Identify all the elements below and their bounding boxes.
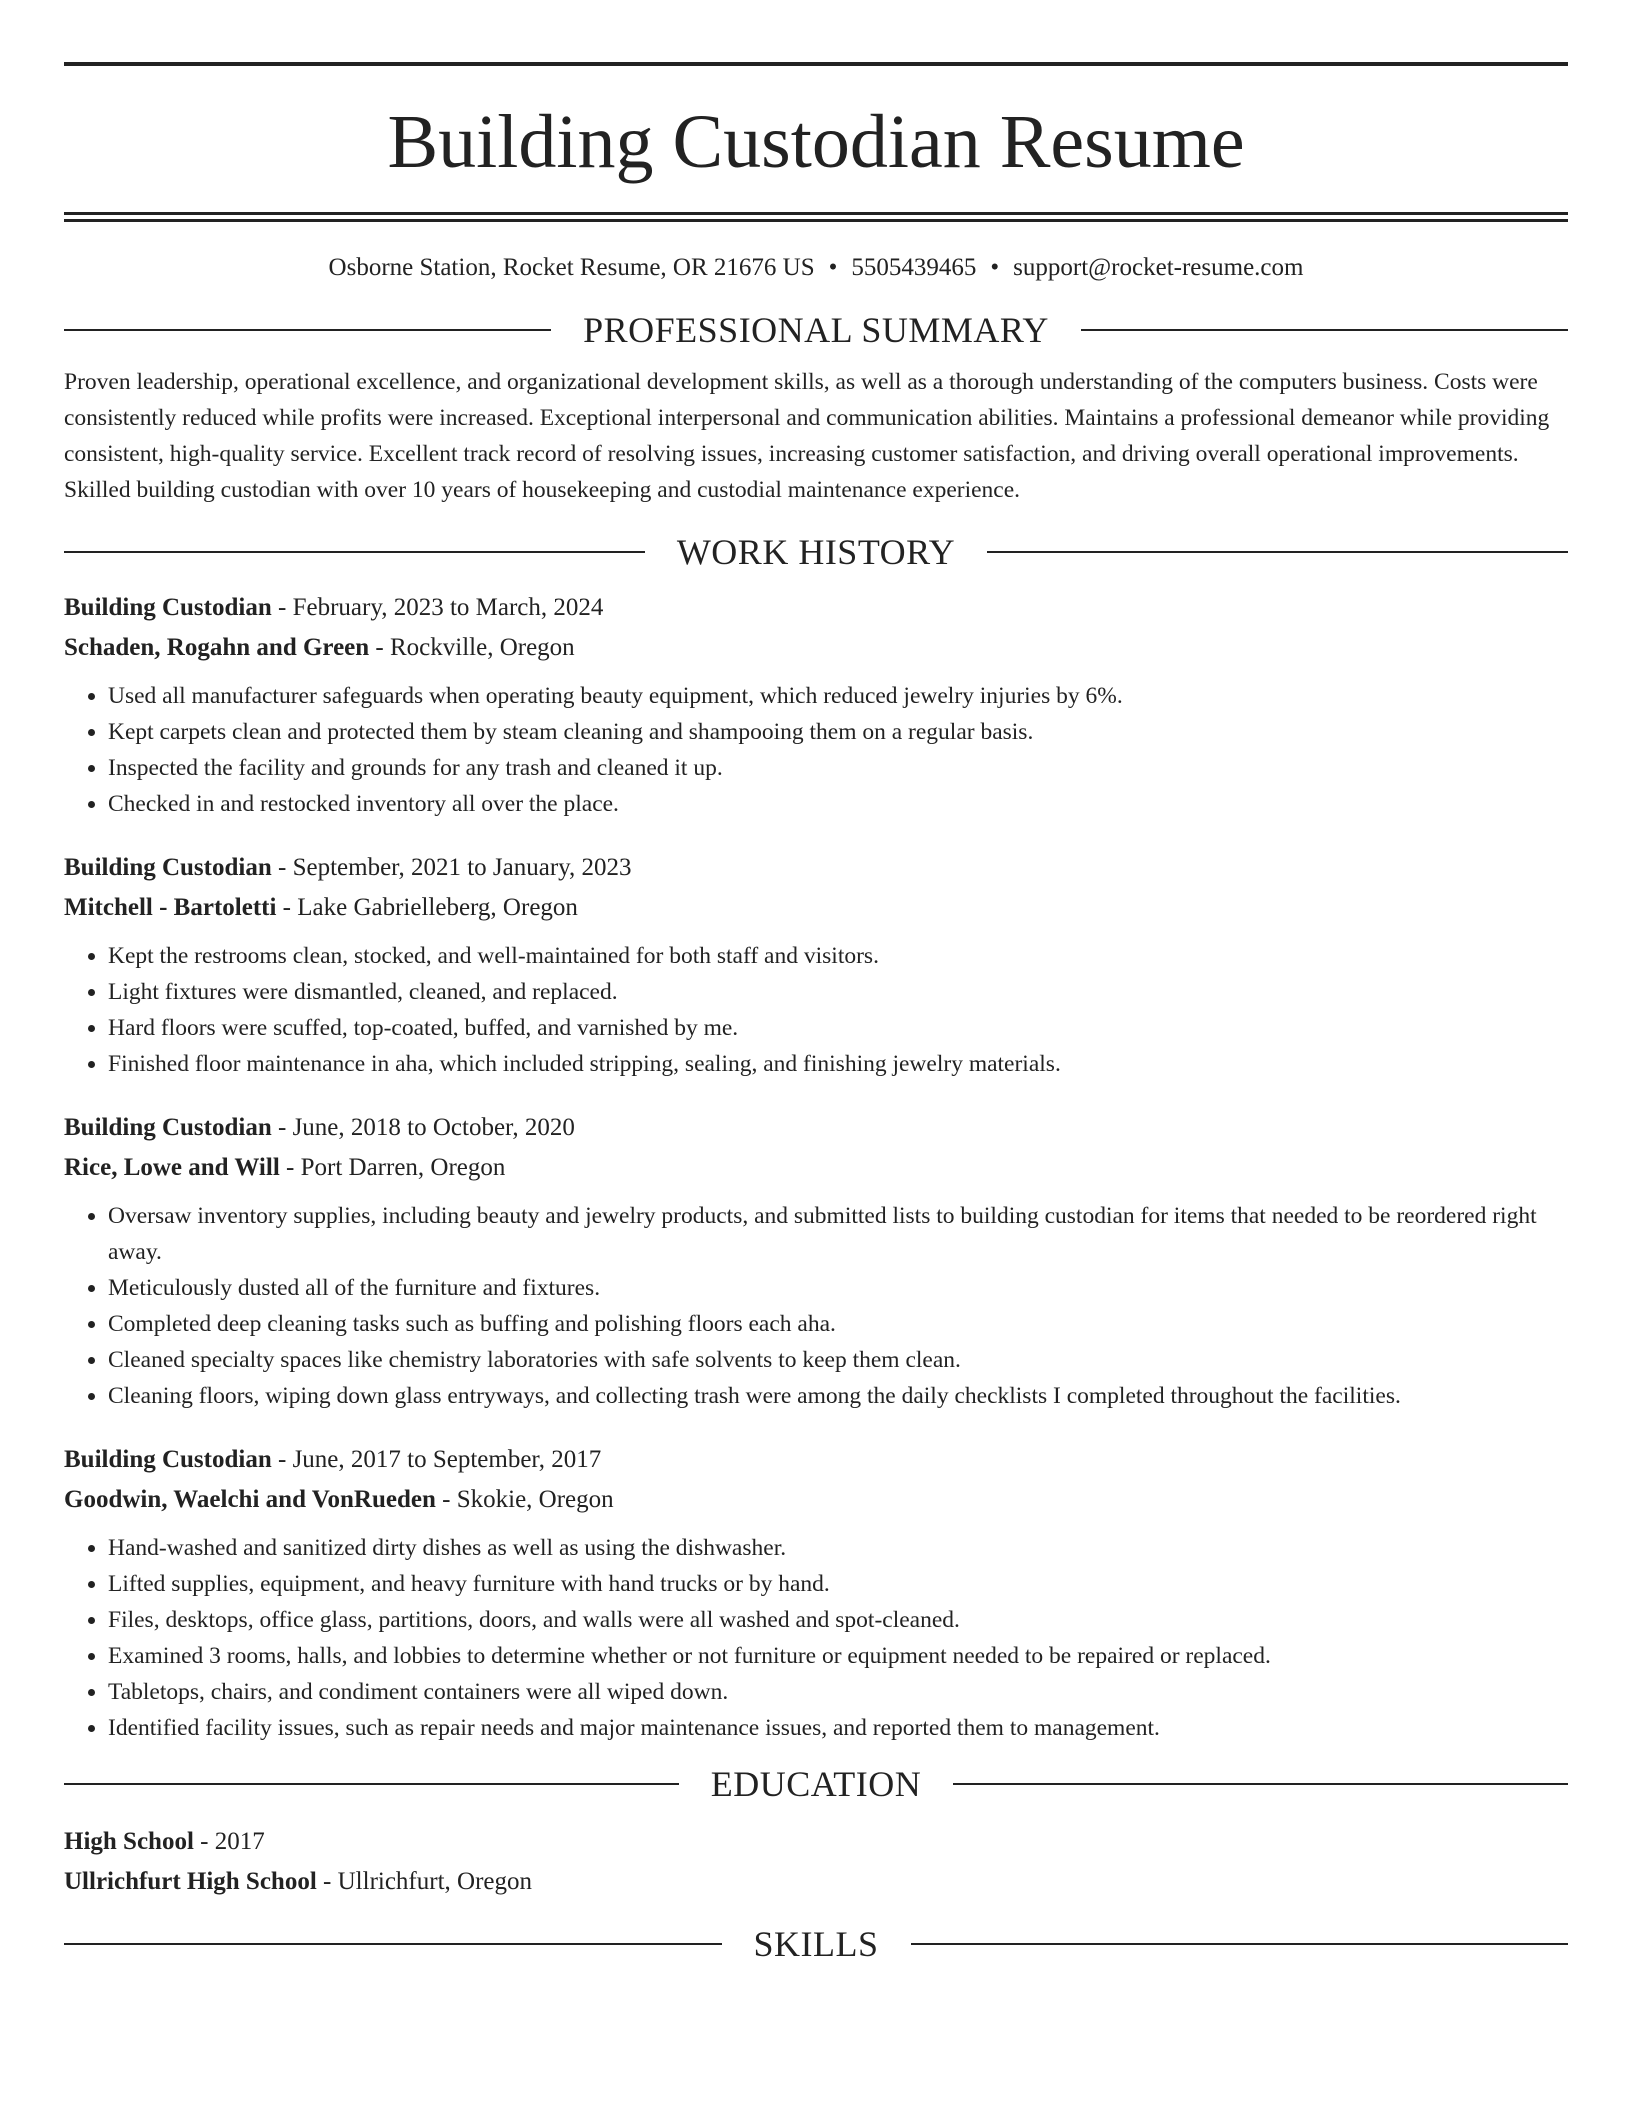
heading-rule	[1081, 329, 1568, 331]
list-item: • Hand-washed and sanitized dirty dishes as well as using the dishwasher.	[108, 1530, 1568, 1566]
list-item: • Kept the restrooms clean, stocked, and well-maintained for both staff and visitors.	[108, 938, 1568, 974]
contact-line	[64, 254, 1568, 282]
job-bullets	[64, 1530, 1568, 1746]
job-title-line	[64, 848, 1568, 888]
job-company: Mitchell - Bartoletti	[64, 894, 277, 921]
section-heading-work	[64, 534, 1568, 570]
list-item: • Lifted supplies, equipment, and heavy furniture with hand trucks or by hand.	[108, 1566, 1568, 1602]
top-rule	[64, 62, 1568, 66]
work-history	[64, 588, 1568, 1746]
job-title: Building Custodian	[64, 594, 272, 621]
job-company-line	[64, 1148, 1568, 1188]
job-bullets	[64, 938, 1568, 1082]
list-item: • Identified facility issues, such as repair needs and major maintenance issues, and reported them to management.	[108, 1710, 1568, 1746]
job-dates: - June, 2018 to October, 2020	[271, 1114, 575, 1141]
contact-phone: 5505439465	[851, 254, 977, 281]
list-item: • Kept carpets clean and protected them by steam cleaning and shampooing them on a regular basis.	[108, 714, 1568, 750]
job-location: - Port Darren, Oregon	[279, 1154, 506, 1181]
section-heading-skills	[64, 1926, 1568, 1962]
education-school-line	[64, 1862, 1568, 1902]
job-company: Rice, Lowe and Will	[64, 1154, 280, 1181]
heading-rule	[64, 329, 551, 331]
summary-text: Proven leadership, operational excellence, and organizational development skills, as well as a thorough understanding of the computers business. Costs were consistently reduced while profits were increased. Exceptional interpersonal and communication abilities. Maintains a professional demeanor while providing consistent, high-quality service. Excellent track record of resolving issues, increasing customer satisfaction, and driving overall operational improvements. Skilled building custodian with over 10 years of housekeeping and custodial maintenance experience.	[64, 369, 1550, 503]
heading-rule	[953, 1783, 1568, 1785]
job-entry	[64, 588, 1568, 822]
list-item: • Completed deep cleaning tasks such as buffing and polishing floors each aha.	[108, 1306, 1568, 1342]
job-company: Goodwin, Waelchi and VonRueden	[64, 1486, 436, 1513]
job-dates: - September, 2021 to January, 2023	[271, 854, 632, 881]
list-item: • Oversaw inventory supplies, including beauty and jewelry products, and submitted lists to building custodian for items that needed to be reordered right away.	[108, 1198, 1568, 1270]
education-degree: High School	[64, 1828, 194, 1855]
section-title: EDUCATION	[710, 1764, 922, 1804]
list-item: • Cleaned specialty spaces like chemistry laboratories with safe solvents to keep them clean.	[108, 1342, 1568, 1378]
job-title-line	[64, 1108, 1568, 1148]
list-item: • Meticulously dusted all of the furniture and fixtures.	[108, 1270, 1568, 1306]
heading-rule	[64, 1783, 679, 1785]
list-item: • Cleaning floors, wiping down glass entryways, and collecting trash were among the daily checklists I completed throughout the facilities.	[108, 1378, 1568, 1414]
heading-rule	[911, 1943, 1569, 1945]
section-title: PROFESSIONAL SUMMARY	[583, 310, 1049, 350]
list-item: • Tabletops, chairs, and condiment containers were all wiped down.	[108, 1674, 1568, 1710]
job-location: - Skokie, Oregon	[435, 1486, 614, 1513]
job-title-line	[64, 588, 1568, 628]
job-location: - Rockville, Oregon	[369, 634, 575, 661]
education-location: - Ullrichfurt, Oregon	[316, 1868, 533, 1895]
education-year: - 2017	[193, 1828, 265, 1855]
heading-rule	[64, 551, 645, 553]
job-title: Building Custodian	[64, 1446, 272, 1473]
job-company-line	[64, 888, 1568, 928]
job-entry	[64, 1108, 1568, 1414]
job-entry	[64, 1440, 1568, 1746]
contact-address: Osborne Station, Rocket Resume, OR 21676 US	[328, 254, 815, 281]
resume-title: Building Custodian Resume	[387, 100, 1245, 184]
list-item: • Finished floor maintenance in aha, which included stripping, sealing, and finishing jewelry materials.	[108, 1046, 1568, 1082]
job-company: Schaden, Rogahn and Green	[64, 634, 370, 661]
job-dates: - June, 2017 to September, 2017	[271, 1446, 602, 1473]
list-item: • Checked in and restocked inventory all over the place.	[108, 786, 1568, 822]
heading-rule	[987, 551, 1568, 553]
section-heading-education	[64, 1766, 1568, 1802]
contact-separator: •	[990, 254, 1000, 281]
job-bullets	[64, 678, 1568, 822]
list-item: • Used all manufacturer safeguards when operating beauty equipment, which reduced jewelry injuries by 6%.	[108, 678, 1568, 714]
job-title: Building Custodian	[64, 1114, 272, 1141]
job-title-line	[64, 1440, 1568, 1480]
job-company-line	[64, 628, 1568, 668]
job-dates: - February, 2023 to March, 2024	[271, 594, 604, 621]
contact-separator: •	[828, 254, 838, 281]
heading-rule	[64, 1943, 722, 1945]
contact-email: support@rocket-resume.com	[1013, 254, 1304, 281]
education-entry	[64, 1822, 1568, 1902]
job-bullets	[64, 1198, 1568, 1414]
resume-page	[64, 0, 1568, 1962]
job-location: - Lake Gabrielleberg, Oregon	[276, 894, 578, 921]
list-item: • Files, desktops, office glass, partitions, doors, and walls were all washed and spot-cleaned.	[108, 1602, 1568, 1638]
education-school: Ullrichfurt High School	[64, 1868, 317, 1895]
list-item: • Examined 3 rooms, halls, and lobbies to determine whether or not furniture or equipment needed to be repaired or replaced.	[108, 1638, 1568, 1674]
job-company-line	[64, 1480, 1568, 1520]
section-title: WORK HISTORY	[676, 532, 956, 572]
job-title: Building Custodian	[64, 854, 272, 881]
education-degree-line	[64, 1822, 1568, 1862]
list-item: • Hard floors were scuffed, top-coated, buffed, and varnished by me.	[108, 1010, 1568, 1046]
title-double-rule	[64, 212, 1568, 222]
list-item: • Inspected the facility and grounds for any trash and cleaned it up.	[108, 750, 1568, 786]
section-title: SKILLS	[753, 1924, 879, 1964]
job-entry	[64, 848, 1568, 1082]
section-heading-summary	[64, 312, 1568, 348]
list-item: • Light fixtures were dismantled, cleaned, and replaced.	[108, 974, 1568, 1010]
